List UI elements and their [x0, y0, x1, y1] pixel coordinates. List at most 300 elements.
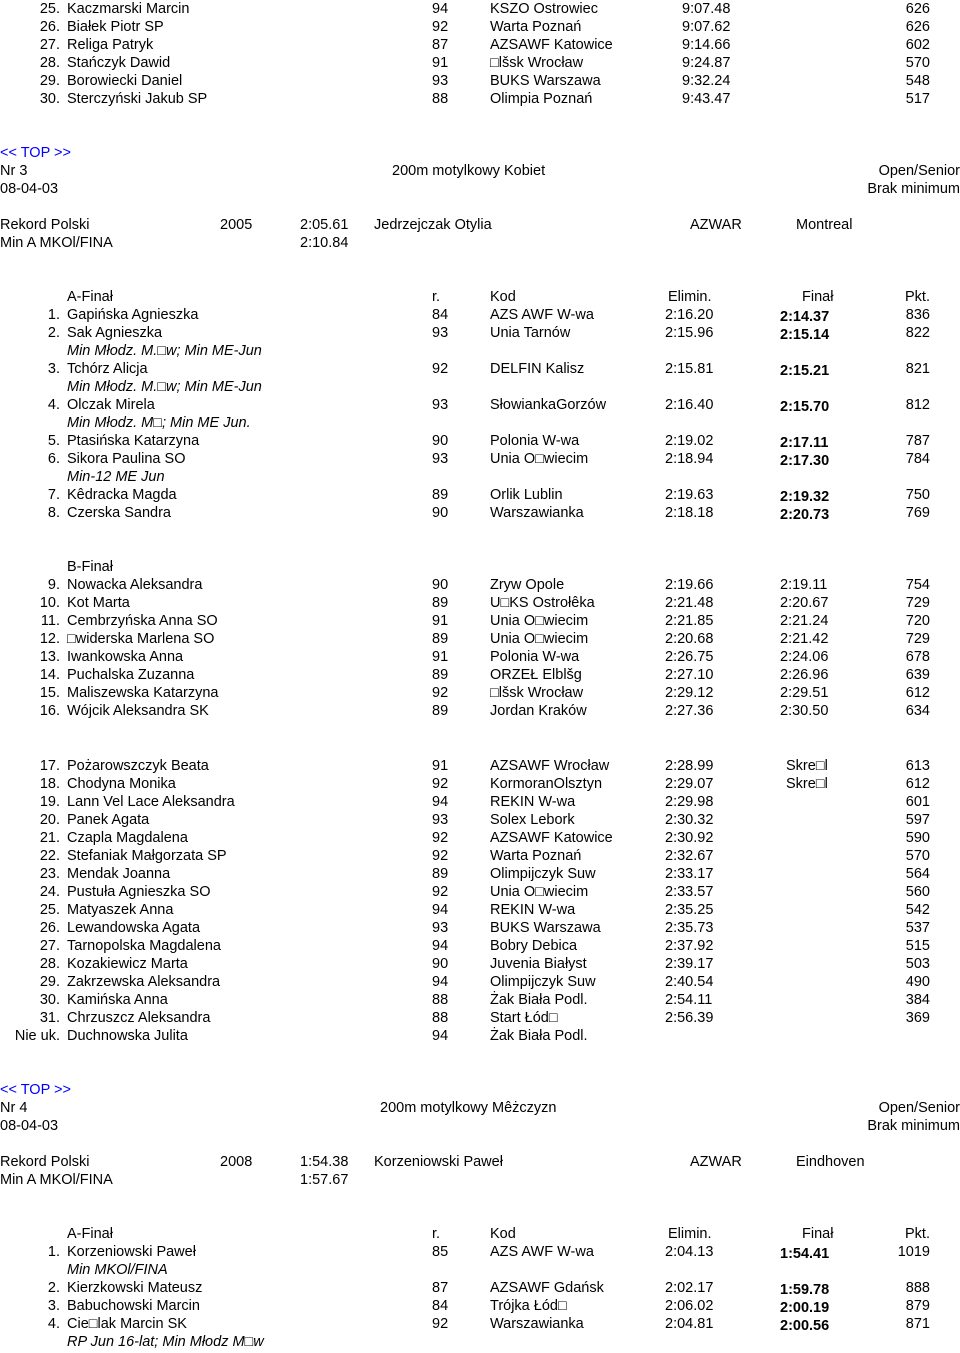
- qualification-note-text: Min Młodz. M.□w; Min ME-Jun: [67, 343, 262, 359]
- minimum-label: Min A MKOl/FINA: [0, 235, 113, 251]
- points: 590: [905, 830, 930, 846]
- minimum-note: Brak minimum: [867, 1118, 960, 1134]
- club: □lšsk Wrocław: [490, 55, 584, 71]
- elimination-time: 2:15.81: [665, 361, 714, 377]
- points: 639: [905, 667, 930, 683]
- place: 30.: [39, 992, 60, 1008]
- points: 597: [905, 812, 930, 828]
- col-final: Finał: [802, 1226, 834, 1242]
- place: 8.: [47, 505, 60, 521]
- points: 612: [905, 776, 930, 792]
- points: 750: [905, 487, 930, 503]
- elimination-time: 2:06.02: [665, 1298, 714, 1314]
- club: U□KS Ostrołêka: [490, 595, 595, 611]
- points: 822: [905, 325, 930, 341]
- table-row: [0, 955, 960, 973]
- record-label: Rekord Polski: [0, 217, 90, 233]
- athlete-name: Wójcik Aleksandra SK: [67, 703, 209, 719]
- table-row: [0, 702, 960, 720]
- birth-year: 94: [432, 938, 449, 954]
- place: 25.: [39, 1, 60, 17]
- place: 30.: [39, 91, 60, 107]
- points: 836: [905, 307, 930, 323]
- table-row: [0, 684, 960, 702]
- birth-year: 84: [432, 1298, 449, 1314]
- birth-year: 90: [432, 505, 449, 521]
- club: Solex Lebork: [490, 812, 575, 828]
- table-row: [0, 901, 960, 919]
- birth-year: 91: [432, 55, 449, 71]
- table-row: [0, 847, 960, 865]
- final-time: 2:15.14: [780, 327, 830, 343]
- athlete-name: Kêdracka Magda: [67, 487, 177, 503]
- club: Juvenia Białyst: [490, 956, 587, 972]
- qualification-note: [0, 414, 960, 432]
- points: 729: [905, 595, 930, 611]
- final-time: 2:21.42: [780, 631, 829, 647]
- athlete-name: Borowiecki Daniel: [67, 73, 183, 89]
- table-row: [0, 648, 960, 666]
- birth-year: 92: [432, 685, 449, 701]
- club: Warta Poznań: [490, 848, 582, 864]
- club: BUKS Warszawa: [490, 920, 601, 936]
- elimination-time: 2:19.02: [665, 433, 714, 449]
- athlete-name: Białek Piotr SP: [67, 19, 164, 35]
- points: 1019: [897, 1244, 930, 1260]
- col-points: Pkt.: [905, 289, 930, 305]
- birth-year: 88: [432, 992, 449, 1008]
- club: Warta Poznań: [490, 19, 582, 35]
- club: KSZO Ostrowiec: [490, 1, 598, 17]
- qualification-note-text: RP Jun 16-lat; Min Młodz M□w: [67, 1334, 264, 1350]
- final-group-label: A-Finał: [67, 1226, 113, 1242]
- qualification-note: [0, 378, 960, 396]
- final-time: 1:59.78: [780, 1282, 830, 1298]
- table-row: [0, 612, 960, 630]
- points: 612: [905, 685, 930, 701]
- points: 871: [905, 1316, 930, 1332]
- time: 9:07.48: [682, 1, 731, 17]
- points: 517: [905, 91, 930, 107]
- elimination-time: 2:56.39: [665, 1010, 714, 1026]
- place: 31.: [39, 1010, 60, 1026]
- minimum-time: 1:57.67: [300, 1172, 349, 1188]
- athlete-name: Kot Marta: [67, 595, 130, 611]
- place: 27.: [39, 938, 60, 954]
- final-time: Skre□l: [786, 758, 828, 774]
- club: Warszawianka: [490, 505, 584, 521]
- elimination-time: 2:16.40: [665, 397, 714, 413]
- col-points: Pkt.: [905, 1226, 930, 1242]
- place: 4.: [47, 1316, 60, 1332]
- event-header: [0, 1099, 960, 1117]
- final-time: 2:17.11: [780, 435, 829, 451]
- table-row: [0, 973, 960, 991]
- top-nav-link[interactable]: << TOP >>: [0, 145, 71, 161]
- birth-year: 84: [432, 307, 449, 323]
- table-row: [0, 1027, 960, 1045]
- birth-year: 93: [432, 397, 449, 413]
- final-time: 2:14.37: [780, 309, 830, 325]
- elimination-time: 2:29.12: [665, 685, 714, 701]
- points: 821: [905, 361, 930, 377]
- club: Olimpia Poznań: [490, 91, 593, 107]
- club: AZSAWF Wrocław: [490, 758, 610, 774]
- record-time: 2:05.61: [300, 217, 349, 233]
- points: 784: [905, 451, 930, 467]
- athlete-name: Tarnopolska Magdalena: [67, 938, 221, 954]
- table-row: [0, 450, 960, 468]
- birth-year: 91: [432, 758, 449, 774]
- club: Zryw Opole: [490, 577, 565, 593]
- time: 9:43.47: [682, 91, 731, 107]
- elimination-time: 2:30.32: [665, 812, 714, 828]
- athlete-name: Cie□lak Marcin SK: [67, 1316, 187, 1332]
- place: 19.: [39, 794, 60, 810]
- place: 1.: [47, 307, 60, 323]
- qualification-note-text: Min Młodz. M□; Min ME Jun.: [67, 415, 251, 431]
- club: Żak Biała Podl.: [490, 992, 588, 1008]
- column-header: [0, 558, 960, 576]
- athlete-name: Religa Patryk: [67, 37, 154, 53]
- col-elim: Elimin.: [668, 289, 712, 305]
- event-header: [0, 162, 960, 180]
- athlete-name: Pustuła Agnieszka SO: [67, 884, 211, 900]
- record-time: 1:54.38: [300, 1154, 349, 1170]
- elimination-time: 2:16.20: [665, 307, 714, 323]
- place: 7.: [47, 487, 60, 503]
- birth-year: 89: [432, 703, 449, 719]
- table-row: [0, 883, 960, 901]
- birth-year: 93: [432, 73, 449, 89]
- birth-year: 87: [432, 37, 449, 53]
- final-time: 2:19.11: [780, 577, 828, 593]
- record-label: Rekord Polski: [0, 1154, 90, 1170]
- record-year: 2005: [220, 217, 253, 233]
- athlete-name: Stefaniak Małgorzata SP: [67, 848, 227, 864]
- elimination-time: 2:26.75: [665, 649, 714, 665]
- points: 542: [905, 902, 930, 918]
- points: 570: [905, 55, 930, 71]
- table-row: [0, 504, 960, 522]
- table-row: [0, 1243, 960, 1261]
- elimination-time: 2:32.67: [665, 848, 714, 864]
- final-time: Skre□l: [786, 776, 828, 792]
- elimination-time: 2:28.99: [665, 758, 714, 774]
- elimination-time: 2:02.17: [665, 1280, 714, 1296]
- place: 2.: [47, 325, 60, 341]
- table-row: [0, 630, 960, 648]
- col-elim: Elimin.: [668, 1226, 712, 1242]
- birth-year: 93: [432, 920, 449, 936]
- points: 729: [905, 631, 930, 647]
- points: 560: [905, 884, 930, 900]
- record-club: AZWAR: [690, 1154, 742, 1170]
- final-time: 2:15.70: [780, 399, 830, 415]
- final-group-label: A-Finał: [67, 289, 113, 305]
- table-row: [0, 829, 960, 847]
- points: 678: [905, 649, 930, 665]
- place: 28.: [39, 55, 60, 71]
- place: 4.: [47, 397, 60, 413]
- athlete-name: Sak Agnieszka: [67, 325, 163, 341]
- table-row: [0, 865, 960, 883]
- club: REKIN W-wa: [490, 794, 576, 810]
- col-final: Finał: [802, 289, 834, 305]
- club: □lšsk Wrocław: [490, 685, 584, 701]
- club: SłowiankaGorzów: [490, 397, 607, 413]
- place: 2.: [47, 1280, 60, 1296]
- table-row: [0, 36, 960, 54]
- place: 15.: [39, 685, 60, 701]
- elimination-time: 2:39.17: [665, 956, 714, 972]
- athlete-name: Tchórz Alicja: [67, 361, 148, 377]
- elimination-time: 2:40.54: [665, 974, 714, 990]
- place: 10.: [39, 595, 60, 611]
- table-row: [0, 991, 960, 1009]
- final-time: 2:21.24: [780, 613, 829, 629]
- qualification-note-text: Min-12 ME Jun: [67, 469, 165, 485]
- points: 626: [905, 1, 930, 17]
- athlete-name: Chodyna Monika: [67, 776, 176, 792]
- time: 9:32.24: [682, 73, 731, 89]
- elimination-time: 2:19.63: [665, 487, 714, 503]
- birth-year: 89: [432, 595, 449, 611]
- event-date: 08-04-03: [0, 181, 59, 197]
- birth-year: 88: [432, 91, 449, 107]
- elimination-time: 2:29.07: [665, 776, 714, 792]
- birth-year: 93: [432, 812, 449, 828]
- birth-year: 94: [432, 794, 449, 810]
- place: 26.: [39, 19, 60, 35]
- club: Żak Biała Podl.: [490, 1028, 588, 1044]
- athlete-name: Lann Vel Lace Aleksandra: [67, 794, 235, 810]
- record-place: Montreal: [796, 217, 853, 233]
- place: 1.: [47, 1244, 60, 1260]
- athlete-name: Kamińska Anna: [67, 992, 168, 1008]
- event-date-row: [0, 180, 960, 198]
- table-row: [0, 594, 960, 612]
- club: REKIN W-wa: [490, 902, 576, 918]
- club: AZSAWF Katowice: [490, 830, 613, 846]
- birth-year: 92: [432, 830, 449, 846]
- event-date: 08-04-03: [0, 1118, 59, 1134]
- place: 18.: [39, 776, 60, 792]
- birth-year: 89: [432, 667, 449, 683]
- birth-year: 94: [432, 902, 449, 918]
- birth-year: 94: [432, 974, 449, 990]
- table-row: [0, 432, 960, 450]
- athlete-name: Sterczyński Jakub SP: [67, 91, 208, 107]
- birth-year: 92: [432, 848, 449, 864]
- elimination-time: 2:27.10: [665, 667, 714, 683]
- table-row: [0, 90, 960, 108]
- elimination-time: 2:33.57: [665, 884, 714, 900]
- birth-year: 92: [432, 884, 449, 900]
- place: 29.: [39, 974, 60, 990]
- club: AZSAWF Katowice: [490, 37, 613, 53]
- birth-year: 89: [432, 487, 449, 503]
- club: Olimpijczyk Suw: [490, 866, 596, 882]
- club: Unia Tarnów: [490, 325, 571, 341]
- qualification-note-text: Min MKOl/FINA: [67, 1262, 168, 1278]
- table-row: [0, 1297, 960, 1315]
- club: Orlik Lublin: [490, 487, 563, 503]
- elimination-time: 2:20.68: [665, 631, 714, 647]
- birth-year: 91: [432, 613, 449, 629]
- birth-year: 94: [432, 1028, 449, 1044]
- birth-year: 93: [432, 451, 449, 467]
- place: 28.: [39, 956, 60, 972]
- club: Trójka Łód□: [490, 1298, 567, 1314]
- record-place: Eindhoven: [796, 1154, 865, 1170]
- place: 21.: [39, 830, 60, 846]
- club: Olimpijczyk Suw: [490, 974, 596, 990]
- final-time: 2:15.21: [780, 363, 830, 379]
- athlete-name: Sikora Paulina SO: [67, 451, 186, 467]
- table-row: [0, 775, 960, 793]
- table-row: [0, 324, 960, 342]
- birth-year: 90: [432, 956, 449, 972]
- elimination-time: 2:21.85: [665, 613, 714, 629]
- points: 503: [905, 956, 930, 972]
- place: 14.: [39, 667, 60, 683]
- birth-year: 90: [432, 577, 449, 593]
- points: 787: [905, 433, 930, 449]
- record-holder: Korzeniowski Paweł: [374, 1154, 503, 1170]
- athlete-name: Gapińska Agnieszka: [67, 307, 199, 323]
- birth-year: 92: [432, 19, 449, 35]
- table-row: [0, 396, 960, 414]
- elimination-time: 2:18.18: [665, 505, 714, 521]
- final-time: 2:19.32: [780, 489, 830, 505]
- club: AZS AWF W-wa: [490, 1244, 594, 1260]
- time: 9:14.66: [682, 37, 731, 53]
- table-row: [0, 576, 960, 594]
- minimum-row: [0, 1171, 960, 1189]
- place: 29.: [39, 73, 60, 89]
- elimination-time: 2:30.92: [665, 830, 714, 846]
- elimination-time: 2:19.66: [665, 577, 714, 593]
- athlete-name: Chrzuszcz Aleksandra: [67, 1010, 211, 1026]
- place: 9.: [47, 577, 60, 593]
- club: AZSAWF Gdańsk: [490, 1280, 604, 1296]
- table-row: [0, 54, 960, 72]
- final-group-label: B-Finał: [67, 559, 113, 575]
- points: 769: [905, 505, 930, 521]
- column-header: [0, 288, 960, 306]
- club: Bobry Debica: [490, 938, 578, 954]
- athlete-name: Nowacka Aleksandra: [67, 577, 203, 593]
- club: Start Łód□: [490, 1010, 558, 1026]
- athlete-name: Puchalska Zuzanna: [67, 667, 195, 683]
- athlete-name: Olczak Mirela: [67, 397, 155, 413]
- final-time: 2:30.50: [780, 703, 829, 719]
- event-number: Nr 3: [0, 163, 28, 179]
- athlete-name: Maliszewska Katarzyna: [67, 685, 219, 701]
- qualification-note-text: Min Młodz. M.□w; Min ME-Jun: [67, 379, 262, 395]
- final-time: 2:29.51: [780, 685, 829, 701]
- top-nav-link[interactable]: << TOP >>: [0, 1082, 71, 1098]
- points: 564: [905, 866, 930, 882]
- col-club: Kod: [490, 289, 516, 305]
- points: 548: [905, 73, 930, 89]
- event-title: 200m motylkowy Mêżczyzn: [380, 1100, 557, 1116]
- table-row: [0, 757, 960, 775]
- place: 23.: [39, 866, 60, 882]
- athlete-name: Zakrzewska Aleksandra: [67, 974, 221, 990]
- final-time: 2:26.96: [780, 667, 829, 683]
- table-row: [0, 72, 960, 90]
- athlete-name: Iwankowska Anna: [67, 649, 184, 665]
- athlete-name: Pożarowszczyk Beata: [67, 758, 209, 774]
- athlete-name: Panek Agata: [67, 812, 150, 828]
- birth-year: 92: [432, 776, 449, 792]
- club: Unia O□wiecim: [490, 884, 589, 900]
- club: KormoranOlsztyn: [490, 776, 603, 792]
- record-row: [0, 1153, 960, 1171]
- birth-year: 92: [432, 1316, 449, 1332]
- athlete-name: □widerska Marlena SO: [67, 631, 215, 647]
- table-row: [0, 18, 960, 36]
- birth-year: 92: [432, 361, 449, 377]
- qualification-note: [0, 1333, 960, 1351]
- table-row: [0, 306, 960, 324]
- event-date-row: [0, 1117, 960, 1135]
- elimination-time: 2:33.17: [665, 866, 714, 882]
- elimination-time: 2:27.36: [665, 703, 714, 719]
- club: Unia O□wiecim: [490, 451, 589, 467]
- table-row: [0, 1009, 960, 1027]
- points: 812: [905, 397, 930, 413]
- points: 537: [905, 920, 930, 936]
- place: 22.: [39, 848, 60, 864]
- athlete-name: Lewandowska Agata: [67, 920, 201, 936]
- final-time: 2:24.06: [780, 649, 829, 665]
- points: 634: [905, 703, 930, 719]
- elimination-time: 2:18.94: [665, 451, 714, 467]
- club: Polonia W-wa: [490, 649, 580, 665]
- points: 515: [905, 938, 930, 954]
- birth-year: 85: [432, 1244, 449, 1260]
- elimination-time: 2:54.11: [665, 992, 713, 1008]
- final-time: 2:20.73: [780, 507, 830, 523]
- club: Jordan Kraków: [490, 703, 587, 719]
- event-category: Open/Senior: [878, 1100, 960, 1116]
- event-category: Open/Senior: [878, 163, 960, 179]
- final-time: 2:20.67: [780, 595, 829, 611]
- place: 20.: [39, 812, 60, 828]
- club: Unia O□wiecim: [490, 631, 589, 647]
- final-time: 2:00.56: [780, 1318, 830, 1334]
- points: 720: [905, 613, 930, 629]
- record-club: AZWAR: [690, 217, 742, 233]
- athlete-name: Korzeniowski Paweł: [67, 1244, 196, 1260]
- elimination-time: 2:37.92: [665, 938, 714, 954]
- points: 879: [905, 1298, 930, 1314]
- athlete-name: Mendak Joanna: [67, 866, 171, 882]
- place: 16.: [39, 703, 60, 719]
- elimination-time: 2:35.25: [665, 902, 714, 918]
- record-year: 2008: [220, 1154, 253, 1170]
- points: 601: [905, 794, 930, 810]
- time: 9:07.62: [682, 19, 731, 35]
- record-row: [0, 216, 960, 234]
- column-header: [0, 1225, 960, 1243]
- birth-year: 90: [432, 433, 449, 449]
- elimination-time: 2:15.96: [665, 325, 714, 341]
- final-time: 1:54.41: [780, 1246, 830, 1262]
